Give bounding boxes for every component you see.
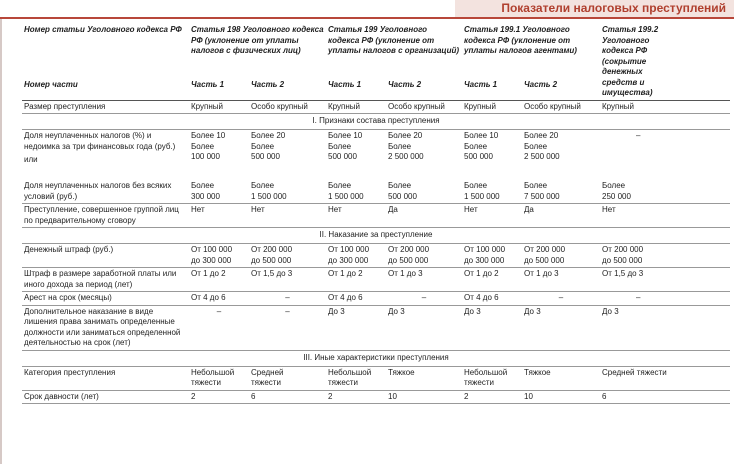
section-heading-row — [22, 228, 730, 244]
or-label: или — [24, 155, 38, 164]
article-199-header: Статья 199 Уголовного кодекса РФ (уклонение от уплаты налогов с организаций) — [328, 25, 460, 55]
table-cell: Нет — [249, 204, 326, 228]
table-cell: – — [249, 305, 326, 350]
row-label: Дополнительное наказание в виде лишения права занимать определенные должности или заниматься определенной деятельностью на срок (лет) — [22, 305, 189, 350]
table-row-category — [22, 366, 730, 390]
table-cell: – — [386, 292, 462, 306]
row-label: Доля неуплаченных налогов (%) и недоимка за три финансовых года (руб.) — [24, 131, 176, 151]
table-cell: Крупный — [189, 100, 249, 114]
table-cell: От 1 до 3 — [386, 268, 462, 292]
table-cell: Более 20 Более 2 500 000 — [388, 131, 424, 161]
table-cell: Нет — [326, 204, 386, 228]
table-cell: 2 — [189, 390, 249, 404]
table-cell: От 1,5 до 3 — [249, 268, 326, 292]
table-cell: Крупный — [600, 100, 730, 114]
section-title-1: I. Признаки состава преступления — [22, 114, 730, 130]
tax-crimes-table — [22, 23, 730, 404]
table-cell: От 1 до 2 — [326, 268, 386, 292]
table-cell: Средней тяжести — [600, 366, 730, 390]
table-cell: – — [249, 292, 326, 306]
table-cell: Более 300 000 — [189, 180, 249, 204]
table-cell: Более 1 500 000 — [462, 180, 522, 204]
table-cell: Более 250 000 — [600, 180, 730, 204]
table-cell: Тяжкое — [386, 366, 462, 390]
table-cell: – — [189, 305, 249, 350]
table-cell: От 100 000 до 300 000 — [326, 244, 386, 268]
section-title-2: II. Наказание за преступление — [22, 228, 730, 244]
row-label: Срок давности (лет) — [22, 390, 189, 404]
table-cell: От 100 000 до 300 000 — [462, 244, 522, 268]
table-cell: Более 7 500 000 — [522, 180, 600, 204]
table-cell: От 200 000 до 500 000 — [386, 244, 462, 268]
table-cell: До 3 — [326, 305, 386, 350]
table-cell: Небольшой тяжести — [462, 366, 522, 390]
article-198-header: Статья 198 Уголовного кодекса РФ (уклонение от уплаты налогов с физических лиц) — [191, 25, 324, 55]
table-cell: От 200 000 до 500 000 — [600, 244, 730, 268]
table-cell: От 1 до 2 — [189, 268, 249, 292]
table-cell: Более 10 Более 500 000 — [464, 131, 499, 161]
table-cell: От 4 до 6 — [326, 292, 386, 306]
row-label: Преступление, совершенное группой лиц по предварительному сговору — [22, 204, 189, 228]
page-title: Показатели налоговых преступлений — [501, 1, 726, 15]
part-number-label: Номер части — [22, 79, 189, 100]
table-cell: Более 1 500 000 — [326, 180, 386, 204]
row-label: Арест на срок (месяцы) — [22, 292, 189, 306]
table-row-group — [22, 204, 730, 228]
section-heading-row — [22, 350, 730, 366]
table-cell: Крупный — [326, 100, 386, 114]
table-row-size — [22, 100, 730, 114]
table-cell: Нет — [189, 204, 249, 228]
part-2-label: Часть 2 — [522, 79, 600, 100]
table-cell: Особо крупный — [249, 100, 326, 114]
table-cell: Тяжкое — [522, 366, 600, 390]
table-cell: До 3 — [522, 305, 600, 350]
table-cell: – — [636, 131, 641, 140]
row-label: Денежный штраф (руб.) — [22, 244, 189, 268]
table-cell: Да — [386, 204, 462, 228]
table-row-unpaid — [22, 180, 730, 204]
table-cell: 10 — [386, 390, 462, 404]
table-cell: Особо крупный — [386, 100, 462, 114]
header-row-articles — [22, 23, 730, 79]
table-cell: 6 — [249, 390, 326, 404]
table-cell: – — [600, 292, 730, 306]
table-cell: Крупный — [462, 100, 522, 114]
table-cell: Да — [522, 204, 600, 228]
table-cell: Более 500 000 — [386, 180, 462, 204]
table-cell: Нет — [462, 204, 522, 228]
table-row-extra — [22, 305, 730, 350]
article-number-label: Номер статьи Уголовного кодекса РФ — [24, 25, 182, 34]
table-cell: От 200 000 до 500 000 — [522, 244, 600, 268]
table-cell: – — [522, 292, 600, 306]
table-cell: До 3 — [600, 305, 730, 350]
table-row-salary — [22, 268, 730, 292]
table-cell: Особо крупный — [522, 100, 600, 114]
section-heading-row — [22, 114, 730, 130]
table-cell: От 200 000 до 500 000 — [249, 244, 326, 268]
article-199-2-header: Статья 199.2 Уголовного кодекса РФ (сокрытие денежных средств и имущества) — [600, 23, 730, 100]
table-cell: Более 10 Более 100 000 — [191, 131, 226, 161]
table-cell: От 1 до 3 — [522, 268, 600, 292]
table-cell: До 3 — [462, 305, 522, 350]
table-cell: От 1,5 до 3 — [600, 268, 730, 292]
row-label: Размер преступления — [22, 100, 189, 114]
table-cell: Небольшой тяжести — [189, 366, 249, 390]
part-2-label: Часть 2 — [386, 79, 462, 100]
article-199-1-header: Статья 199.1 Уголовного кодекса РФ (уклонение от уплаты налогов агентами) — [464, 25, 577, 55]
section-title-3: III. Иные характеристики преступления — [22, 350, 730, 366]
table-cell: От 4 до 6 — [462, 292, 522, 306]
table-cell: От 1 до 2 — [462, 268, 522, 292]
part-1-label: Часть 1 — [189, 79, 249, 100]
table-cell: Нет — [600, 204, 730, 228]
row-label: Штраф в размере заработной платы или иного дохода за период (лет) — [22, 268, 189, 292]
header-rule — [0, 17, 734, 19]
table-cell: Небольшой тяжести — [326, 366, 386, 390]
table-row-share — [22, 130, 730, 181]
table-cell: До 3 — [386, 305, 462, 350]
table-cell: 6 — [600, 390, 730, 404]
table-cell: 10 — [522, 390, 600, 404]
table-cell: Более 20 Более 500 000 — [251, 131, 286, 161]
row-label: Доля неуплаченных налогов без всяких условий (руб.) — [22, 180, 189, 204]
table-cell: 2 — [462, 390, 522, 404]
table-cell: Более 20 Более 2 500 000 — [524, 131, 560, 161]
part-1-label: Часть 1 — [462, 79, 522, 100]
part-2-label: Часть 2 — [249, 79, 326, 100]
table-cell: Средней тяжести — [249, 366, 326, 390]
row-label: Категория преступления — [22, 366, 189, 390]
table-cell: От 4 до 6 — [189, 292, 249, 306]
table-cell: От 100 000 до 300 000 — [189, 244, 249, 268]
table-row-fine — [22, 244, 730, 268]
table-row-arrest — [22, 292, 730, 306]
table-cell: Более 10 Более 500 000 — [328, 131, 363, 161]
table-cell: 2 — [326, 390, 386, 404]
table-row-limit — [22, 390, 730, 404]
table-cell: Более 1 500 000 — [249, 180, 326, 204]
part-1-label: Часть 1 — [326, 79, 386, 100]
page-edge — [0, 19, 2, 464]
